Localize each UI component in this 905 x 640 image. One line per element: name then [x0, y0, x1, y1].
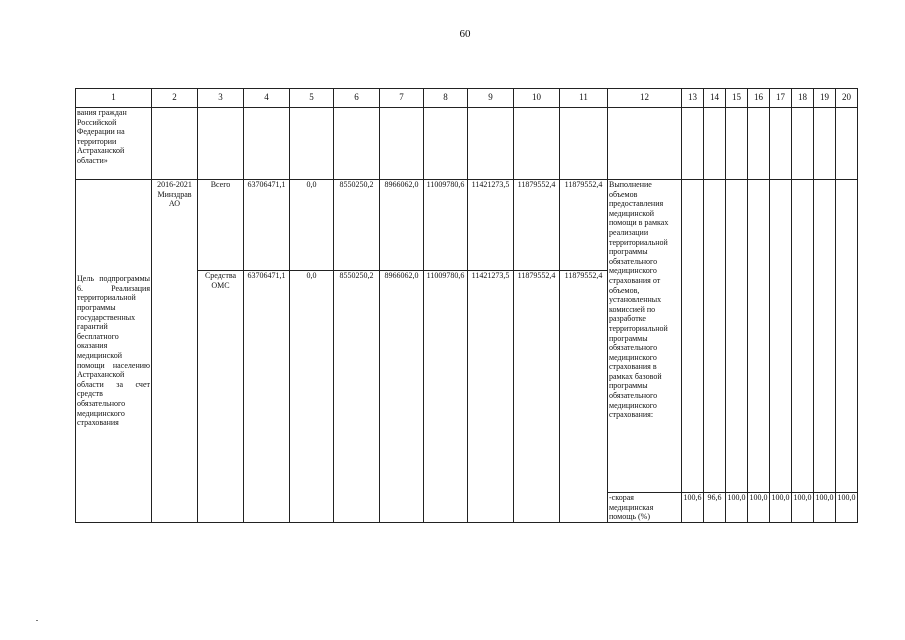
- value-cell: 8550250,2: [334, 180, 380, 271]
- period: 2016-2021: [157, 180, 192, 189]
- value-cell: 100,0: [770, 493, 792, 523]
- header-row: [76, 89, 858, 108]
- value-cell: 11879552,4: [514, 271, 560, 523]
- goal-text: Цель подпрограммы 6. Реализация территориальной программы государственных гарантий бесплатного оказания медицинской помощи населению Астраханской области за счет средств обязательного медицинского страхования: [76, 180, 152, 523]
- value-cell: 0,0: [290, 271, 334, 523]
- value-cell: 100,0: [836, 493, 858, 523]
- value-cell: 11879552,4: [560, 271, 608, 523]
- value-cell: 11421273,5: [468, 271, 514, 523]
- value-cell: 96,6: [704, 493, 726, 523]
- col-header: 17: [770, 89, 792, 108]
- value-cell: 63706471,1: [244, 180, 290, 271]
- table-row: [76, 180, 858, 271]
- indicator-text: Выполнение объемов предоставления медицинской помощи в рамках реализации территориальной программы обязательного медицинского страхования от объемов, установленных комиссией по разработке территориальной программы обязательного медицинского страхования в рамках базовой программы обязательного медицинского страхования:: [608, 180, 682, 493]
- sub-indicator-text: -скорая медицинская помощь (%): [608, 493, 682, 523]
- value-cell: 11009780,6: [424, 180, 468, 271]
- program-table: [75, 88, 858, 523]
- col-header: 20: [836, 89, 858, 108]
- value-cell: 100,6: [682, 493, 704, 523]
- value-cell: 8966062,0: [380, 180, 424, 271]
- value-cell: 100,0: [748, 493, 770, 523]
- col-header: 8: [424, 89, 468, 108]
- col-header: 2: [152, 89, 198, 108]
- col-header: 6: [334, 89, 380, 108]
- value-cell: 8966062,0: [380, 271, 424, 523]
- continuation-text: вания граждан Российской Федерации на территории Астраханской области»: [76, 108, 152, 180]
- col-header: 18: [792, 89, 814, 108]
- value-cell: 63706471,1: [244, 271, 290, 523]
- col-header: 12: [608, 89, 682, 108]
- col-header: 7: [380, 89, 424, 108]
- executor: Минздрав АО: [157, 189, 192, 209]
- value-cell: 100,0: [814, 493, 836, 523]
- value-cell: 11421273,5: [468, 180, 514, 271]
- col-header: 1: [76, 89, 152, 108]
- col-header: 14: [704, 89, 726, 108]
- col-header: 19: [814, 89, 836, 108]
- value-cell: 100,0: [792, 493, 814, 523]
- page-number: 60: [459, 28, 471, 40]
- continuation-row: [76, 108, 858, 180]
- period-executor: [152, 180, 198, 523]
- value-cell: 8550250,2: [334, 271, 380, 523]
- funding-source: Средства ОМС: [198, 271, 244, 523]
- col-header: 13: [682, 89, 704, 108]
- funding-source: Всего: [198, 180, 244, 271]
- value-cell: 100,0: [726, 493, 748, 523]
- col-header: 15: [726, 89, 748, 108]
- col-header: 4: [244, 89, 290, 108]
- value-cell: 11009780,6: [424, 271, 468, 523]
- value-cell: 0,0: [290, 180, 334, 271]
- value-cell: 11879552,4: [514, 180, 560, 271]
- value-cell: 11879552,4: [560, 180, 608, 271]
- col-header: 16: [748, 89, 770, 108]
- col-header: 3: [198, 89, 244, 108]
- scan-speck: [36, 620, 38, 621]
- col-header: 11: [560, 89, 608, 108]
- col-header: 9: [468, 89, 514, 108]
- col-header: 10: [514, 89, 560, 108]
- col-header: 5: [290, 89, 334, 108]
